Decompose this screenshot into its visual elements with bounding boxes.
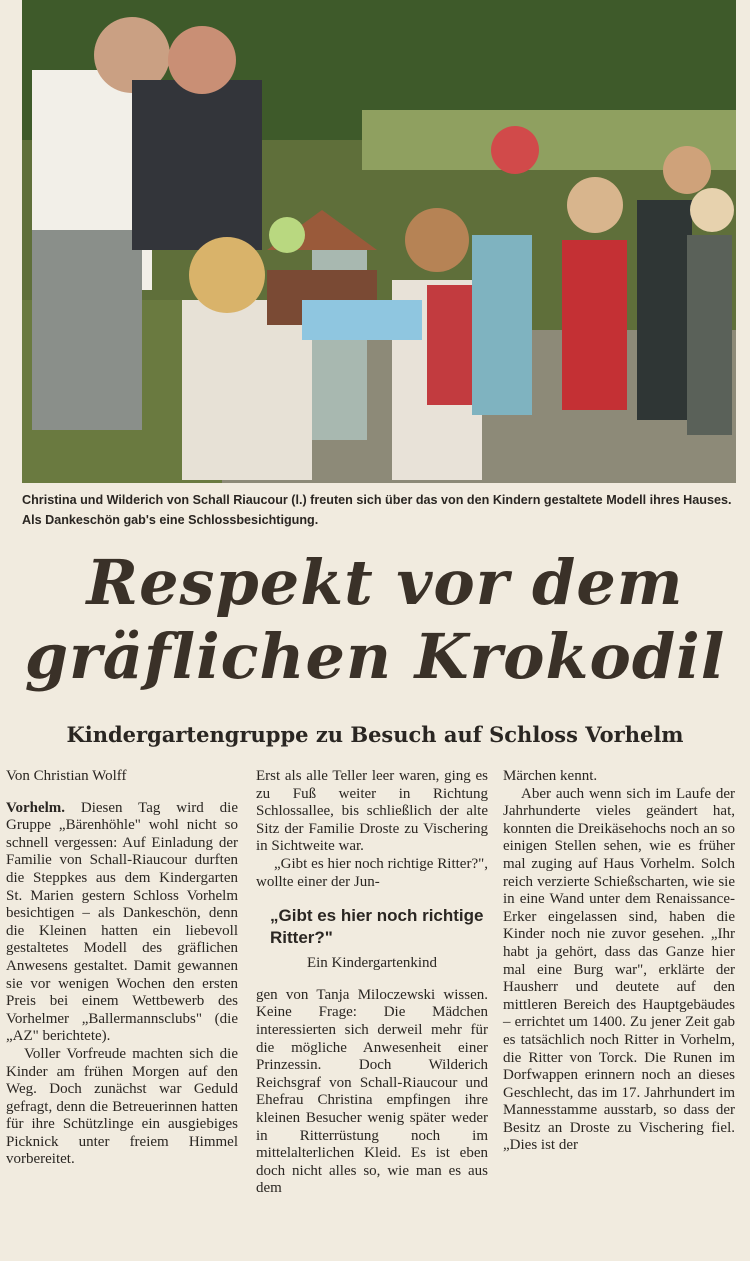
paragraph-text: Diesen Tag wird die Gruppe „Bärenhöhle" wohl nicht so schnell vergessen: Auf Einladung der Familie von Schall-Riaucour durften die Steppkes aus dem Kindergarten St. Marien gestern Schloss Vorhelm besichtigen – als Dankeschön, denn die Kleinen hatten ein liebevoll gestaltetes Modell des gräflichen Anwesens gestaltet. Damit gewannen sie vor wenigen Wochen den ersten Preis bei einem Wettbewerb des Vorhelmer „Ballermannsclubs" (die „AZ" berichtete). <box>6 799 238 1045</box>
paragraph: Voller Vorfreude machten sich die Kinder am frühen Morgen auf den Weg. Doch zunächst war Geduld gefragt, denn die Betreuerinnen hatten für ihre Schützlinge ein ausgiebiges Picknick unter freiem Himmel vorbereitet. <box>6 1045 238 1168</box>
headline <box>0 546 750 694</box>
paragraph: Märchen kennt. <box>503 768 598 784</box>
byline: Von Christian Wolff <box>6 768 127 784</box>
photo-caption: Christina und Wilderich von Schall Riaucour (l.) freuten sich über das von den Kindern gestaltete Modell ihres Hauses. Als Dankeschön gab's eine Schlossbesichtigung. <box>22 493 732 527</box>
subheadline: Kindergartengruppe zu Besuch auf Schloss Vorhelm <box>66 722 684 747</box>
paragraph: „Gibt es hier noch richtige Ritter?", wollte einer der Jun- <box>256 855 488 890</box>
photo-children-with-model <box>22 0 736 483</box>
paragraph <box>6 800 238 1046</box>
dateline: Vorhelm. <box>6 799 66 816</box>
article-column-1 <box>6 768 238 1169</box>
paragraph: gen von Tanja Miloczewski wissen. Keine Frage: Die Mädchen interessierten sich derweil mehr für die mögliche Anwesenheit einer Prinzessin. Doch Wilderich Reichsgraf von Schall-Riaucour und Ehefrau Christina empfingen ihre kleinen Besucher wenig später weder in Ritterrüstung noch im mittelalterlichen Kleid. Es ist eben doch nicht alles so, wie man es aus dem <box>256 986 488 1197</box>
article-column-2 <box>256 768 488 1198</box>
article-photo <box>22 0 736 483</box>
pull-quote: „Gibt es hier noch richtige Ritter?" <box>270 906 484 948</box>
article-column-3 <box>503 768 735 1155</box>
paragraph: Erst als alle Teller leer waren, ging es zu Fuß weiter in Richtung Schlossallee, bis schließlich der alte Sitz der Familie Droste zu Vischering in Sichtweite war. <box>256 768 488 855</box>
headline-line-2: gräflichen Krokodil <box>24 620 726 693</box>
headline-line-1: Respekt vor dem <box>86 546 684 619</box>
pull-quote-source: Ein Kindergartenkind <box>306 955 438 972</box>
paragraph: Aber auch wenn sich im Laufe der Jahrhunderte vieles geändert hat, konnten die Dreikäsehochs noch an so einigen Stellen sehen, wie es früher mal zuging auf Haus Vorhelm. Solch reich verzierte Schießscharten, wie sie in eine Wand unter dem Renaissance-Erker eingelassen sind, haben die Kinder noch nie zuvor gesehen. „Ihr habt ja gehört, dass das Ganze hier mal eine Burg war", erklärte der Hausherr und deutete auf den mittleren Bereich des Hauptgebäudes – errichtet um 1400. Zu jener Zeit gab es tatsächlich noch Ritter in Vorhelm, die Ritter von Torck. Die Runen im Dorfwappen erinnern noch an dieses Geschlecht, das im 17. Jahrhundert im Mannesstamme ausstarb, so dass der Besitz an Droste zu Vischering fiel. „Dies ist der <box>503 785 735 1154</box>
